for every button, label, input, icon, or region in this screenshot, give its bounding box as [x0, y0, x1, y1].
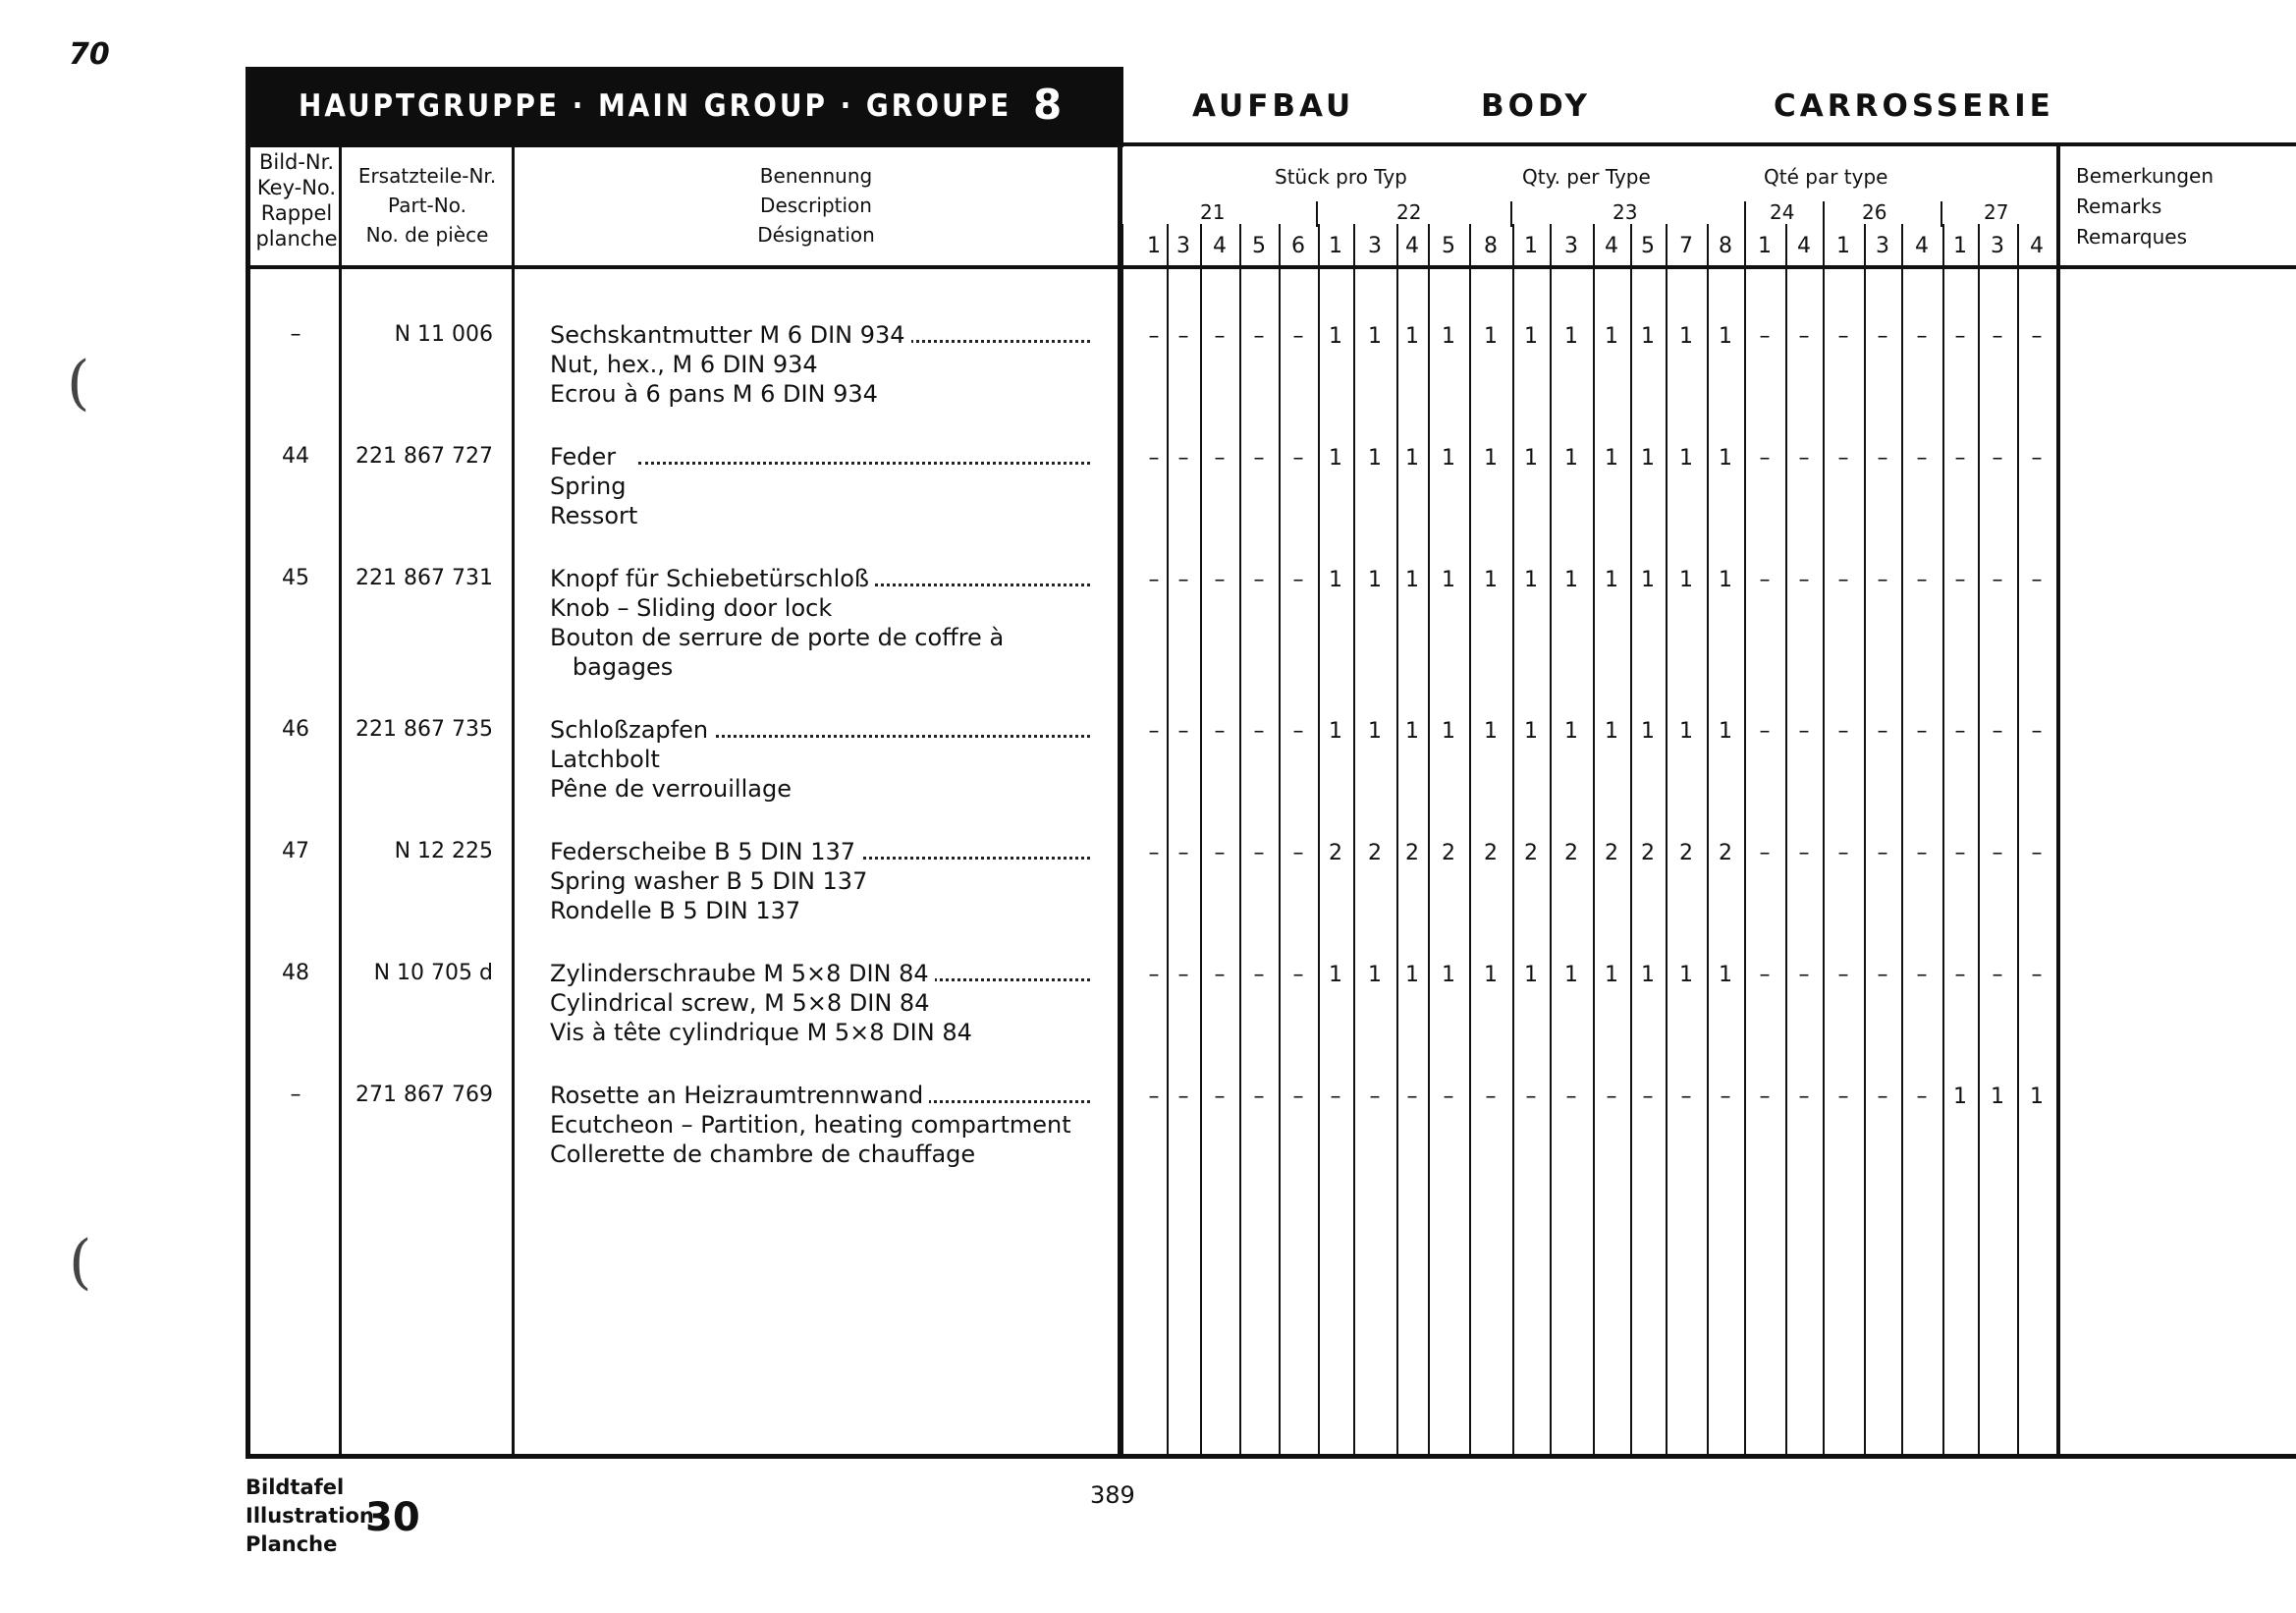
description-line: Collerette de chambre de chauffage: [550, 1140, 981, 1169]
qty-cell: 1: [1442, 324, 1455, 349]
qty-cell: –: [1292, 568, 1304, 592]
part-number: N 10 705 d: [373, 961, 493, 985]
type-group-label: 26: [1862, 200, 1887, 224]
title-de: AUFBAU: [1192, 88, 1355, 124]
qty-cell: –: [1916, 446, 1928, 471]
qty-cell: –: [1214, 1085, 1226, 1109]
qty-cell: –: [1177, 719, 1189, 744]
qty-cell: 1: [1991, 1085, 2004, 1109]
group-tick: [1823, 201, 1825, 227]
type-col-divider: [1121, 224, 1123, 1456]
type-col-divider: [1978, 224, 1980, 1456]
description-line: Pêne de verrouillage: [550, 774, 797, 804]
type-col-divider: [1707, 224, 1709, 1456]
qty-cell: 2: [1405, 841, 1419, 865]
qty-cell: –: [1837, 324, 1849, 349]
type-col-divider: [1469, 224, 1471, 1456]
qty-cell: –: [1369, 1085, 1381, 1109]
qty-cell: –: [1916, 719, 1928, 744]
type-column-label: 1: [1147, 234, 1161, 258]
qty-cell: –: [1992, 719, 2003, 744]
qty-cell: 1: [1484, 568, 1498, 592]
description-line: Spring washer B 5 DIN 137: [550, 866, 873, 896]
qty-cell: 1: [1442, 446, 1455, 471]
qty-cell: 1: [1405, 568, 1419, 592]
part-number: 221 867 727: [355, 444, 493, 469]
header-bottom-rule: [247, 265, 2296, 269]
description-line: Nut, hex., M 6 DIN 934: [550, 350, 824, 379]
description-line: Rosette an Heizraumtrennwand: [550, 1081, 929, 1110]
qty-cell: –: [1992, 841, 2003, 865]
qty-cell: –: [1485, 1085, 1497, 1109]
qty-cell: 1: [1679, 719, 1693, 744]
qty-cell: –: [1177, 568, 1189, 592]
part-number: 271 867 769: [355, 1083, 493, 1107]
qty-cell: 1: [1564, 568, 1578, 592]
qty-cell: 1: [1368, 324, 1382, 349]
col-divider-key: [339, 145, 342, 1459]
qty-cell: –: [1798, 446, 1810, 471]
qty-cell: 1: [1605, 568, 1618, 592]
qty-cell: –: [1148, 324, 1160, 349]
qty-cell: 1: [1405, 324, 1419, 349]
qty-cell: 1: [1368, 446, 1382, 471]
qty-cell: –: [2031, 324, 2043, 349]
qty-cell: –: [1565, 1085, 1577, 1109]
header-qty-de: Stück pro Typ: [1275, 165, 1407, 189]
qty-cell: –: [1759, 324, 1771, 349]
illustration-number: 30: [365, 1495, 420, 1540]
type-group-label: 23: [1613, 200, 1638, 224]
type-col-divider: [1942, 224, 1944, 1456]
qty-cell: –: [2031, 963, 2043, 987]
description-line: Cylindrical screw, M 5×8 DIN 84: [550, 988, 935, 1018]
qty-cell: –: [1292, 324, 1304, 349]
type-column-label: 8: [1484, 234, 1498, 258]
qty-cell: 1: [1564, 324, 1578, 349]
qty-cell: –: [1759, 719, 1771, 744]
header-qty-en: Qty. per Type: [1522, 165, 1651, 189]
description-line: Latchbolt: [550, 745, 666, 774]
type-col-divider: [1864, 224, 1866, 1456]
qty-cell: –: [1214, 841, 1226, 865]
qty-cell: 1: [1329, 963, 1342, 987]
qty-cell: 1: [1679, 963, 1693, 987]
type-group-label: 21: [1200, 200, 1226, 224]
type-col-divider: [1200, 224, 1202, 1456]
qty-cell: 1: [1442, 963, 1455, 987]
qty-cell: –: [1837, 446, 1849, 471]
type-group-label: 24: [1770, 200, 1795, 224]
qty-cell: 1: [1679, 446, 1693, 471]
type-column-label: 3: [1876, 234, 1889, 258]
qty-cell: –: [1177, 963, 1189, 987]
description-line: Sechskantmutter M 6 DIN 934: [550, 320, 911, 350]
qty-cell: 1: [1605, 719, 1618, 744]
qty-cell: 2: [1679, 841, 1693, 865]
qty-cell: –: [1798, 324, 1810, 349]
qty-cell: –: [1443, 1085, 1454, 1109]
qty-cell: 1: [1524, 719, 1538, 744]
qty-cell: –: [1877, 963, 1888, 987]
qty-cell: –: [1720, 1085, 1731, 1109]
description-line: Knopf für Schiebetürschloß: [550, 564, 875, 593]
type-column-label: 5: [1252, 234, 1266, 258]
type-column-label: 4: [1213, 234, 1227, 258]
type-col-divider: [1785, 224, 1787, 1456]
qty-cell: –: [1148, 1085, 1160, 1109]
qty-cell: –: [1642, 1085, 1654, 1109]
qty-cell: –: [1798, 568, 1810, 592]
type-column-label: 3: [1564, 234, 1578, 258]
qty-cell: –: [1177, 446, 1189, 471]
qty-cell: –: [1177, 324, 1189, 349]
type-col-divider: [1901, 224, 1903, 1456]
type-column-label: 5: [1641, 234, 1655, 258]
qty-cell: 1: [1641, 446, 1655, 471]
qty-cell: –: [1177, 1085, 1189, 1109]
punch-hole-mark: (: [69, 1228, 92, 1297]
qty-cell: –: [1253, 568, 1265, 592]
qty-cell: –: [1148, 719, 1160, 744]
description-line: Federscheibe B 5 DIN 137: [550, 837, 861, 866]
qty-cell: –: [1759, 568, 1771, 592]
qty-cell: –: [2031, 568, 2043, 592]
qty-cell: –: [1292, 841, 1304, 865]
qty-cell: 1: [1329, 324, 1342, 349]
qty-cell: 1: [1524, 568, 1538, 592]
illustration-label: Bildtafel Illustration Planche: [246, 1475, 374, 1556]
type-group-label: 27: [1984, 200, 2009, 224]
group-tick: [1744, 201, 1746, 227]
qty-cell: 1: [1524, 446, 1538, 471]
main-group-banner: [247, 67, 1123, 147]
type-column-label: 4: [1405, 234, 1419, 258]
qty-cell: 1: [1719, 324, 1732, 349]
qty-cell: 1: [1405, 446, 1419, 471]
qty-cell: 1: [1719, 963, 1732, 987]
type-col-divider: [1396, 224, 1398, 1456]
col-divider-part: [512, 145, 515, 1459]
header-remarks: Bemerkungen Remarks Remarques: [2076, 164, 2214, 249]
type-col-divider: [1550, 224, 1552, 1456]
qty-cell: –: [1877, 719, 1888, 744]
type-col-divider: [1630, 224, 1632, 1456]
qty-cell: 1: [1564, 963, 1578, 987]
table-bottom-rule: [247, 1454, 2296, 1459]
type-col-divider: [2017, 224, 2019, 1456]
qty-cell: –: [1916, 1085, 1928, 1109]
description-line: Ressort: [550, 501, 643, 530]
key-number: –: [290, 322, 301, 347]
qty-cell: –: [1877, 324, 1888, 349]
qty-cell: –: [1798, 719, 1810, 744]
qty-cell: –: [1954, 841, 1966, 865]
qty-cell: –: [2031, 719, 2043, 744]
key-number: 45: [282, 566, 309, 590]
qty-cell: 1: [1605, 446, 1618, 471]
qty-cell: –: [1877, 841, 1888, 865]
qty-cell: 2: [1368, 841, 1382, 865]
type-col-divider: [1823, 224, 1825, 1456]
qty-cell: –: [2031, 841, 2043, 865]
qty-cell: –: [1837, 719, 1849, 744]
part-number: N 11 006: [394, 322, 493, 347]
group-tick: [1316, 201, 1318, 227]
qty-cell: –: [1877, 446, 1888, 471]
qty-cell: –: [1148, 568, 1160, 592]
header-qty-fr: Qté par type: [1764, 165, 1888, 189]
group-tick: [1510, 201, 1512, 227]
key-number: –: [290, 1083, 301, 1107]
qty-cell: –: [1837, 963, 1849, 987]
description-line: Schloßzapfen: [550, 715, 714, 745]
qty-cell: –: [1253, 1085, 1265, 1109]
qty-cell: –: [1954, 719, 1966, 744]
qty-cell: 1: [1564, 719, 1578, 744]
qty-cell: 1: [1641, 324, 1655, 349]
type-col-divider: [1593, 224, 1595, 1456]
qty-cell: –: [1292, 446, 1304, 471]
header-key-no: Bild-Nr. Key-No. Rappel planche: [255, 150, 338, 250]
qty-cell: –: [1330, 1085, 1341, 1109]
banner-group-number: 8: [1033, 81, 1063, 129]
type-col-divider: [1279, 224, 1281, 1456]
qty-cell: 1: [1368, 963, 1382, 987]
group-tick: [1941, 201, 1942, 227]
header-description: Benennung Description Désignation: [757, 164, 875, 247]
qty-cell: –: [1954, 324, 1966, 349]
type-column-label: 1: [1329, 234, 1342, 258]
qty-cell: 1: [1329, 446, 1342, 471]
type-column-label: 1: [1524, 234, 1538, 258]
qty-cell: 1: [1329, 568, 1342, 592]
type-column-label: 4: [1915, 234, 1929, 258]
qty-cell: –: [1253, 963, 1265, 987]
type-col-divider: [1512, 224, 1514, 1456]
qty-cell: –: [1759, 841, 1771, 865]
qty-cell: 2: [1641, 841, 1655, 865]
qty-cell: –: [1148, 446, 1160, 471]
col-divider-remarks: [2056, 142, 2060, 1459]
qty-cell: 1: [1524, 963, 1538, 987]
qty-cell: 1: [2030, 1085, 2044, 1109]
part-number: 221 867 731: [355, 566, 493, 590]
qty-cell: 1: [1524, 324, 1538, 349]
qty-cell: –: [1759, 963, 1771, 987]
qty-cell: 1: [1605, 963, 1618, 987]
qty-cell: –: [1954, 568, 1966, 592]
qty-cell: –: [1253, 446, 1265, 471]
qty-cell: 1: [1719, 568, 1732, 592]
type-column-label: 4: [1605, 234, 1618, 258]
qty-cell: 1: [1484, 324, 1498, 349]
qty-cell: 1: [1719, 719, 1732, 744]
qty-cell: –: [1916, 568, 1928, 592]
type-column-label: 6: [1291, 234, 1305, 258]
qty-cell: 1: [1329, 719, 1342, 744]
type-column-label: 5: [1442, 234, 1455, 258]
qty-cell: –: [1292, 1085, 1304, 1109]
qty-cell: 1: [1641, 963, 1655, 987]
qty-cell: –: [1253, 841, 1265, 865]
description-line: Zylinderschraube M 5×8 DIN 84: [550, 959, 935, 988]
qty-cell: –: [1992, 963, 2003, 987]
qty-cell: –: [1992, 568, 2003, 592]
qty-cell: –: [1214, 446, 1226, 471]
page-number: 70: [69, 37, 110, 72]
qty-cell: –: [1916, 963, 1928, 987]
qty-cell: –: [1837, 568, 1849, 592]
key-number: 46: [282, 717, 309, 742]
qty-cell: 2: [1719, 841, 1732, 865]
qty-cell: –: [2031, 446, 2043, 471]
qty-cell: 1: [1368, 719, 1382, 744]
qty-cell: –: [1837, 841, 1849, 865]
qty-cell: –: [1214, 568, 1226, 592]
center-page-number: 389: [1090, 1481, 1135, 1509]
title-en: BODY: [1481, 88, 1591, 124]
type-col-divider: [1239, 224, 1241, 1456]
qty-cell: –: [1525, 1085, 1537, 1109]
description-line: Spring: [550, 472, 631, 501]
type-col-divider: [1318, 224, 1320, 1456]
type-col-divider: [1666, 224, 1667, 1456]
qty-cell: 1: [1641, 719, 1655, 744]
qty-cell: 2: [1564, 841, 1578, 865]
qty-cell: 1: [1368, 568, 1382, 592]
qty-cell: 1: [1719, 446, 1732, 471]
type-col-divider: [1167, 224, 1169, 1456]
qty-cell: 2: [1442, 841, 1455, 865]
qty-cell: 1: [1484, 963, 1498, 987]
description-line: Rondelle B 5 DIN 137: [550, 896, 806, 925]
type-column-label: 1: [1836, 234, 1850, 258]
description-line: Bouton de serrure de porte de coffre à: [550, 623, 1010, 652]
type-column-label: 1: [1953, 234, 1967, 258]
qty-cell: 1: [1679, 324, 1693, 349]
banner-label: HAUPTGRUPPE · MAIN GROUP · GROUPE: [299, 88, 1012, 124]
header-top-rule: [1123, 142, 2296, 146]
qty-cell: 1: [1405, 963, 1419, 987]
punch-hole-mark: (: [67, 349, 90, 417]
qty-cell: 2: [1605, 841, 1618, 865]
key-number: 44: [282, 444, 309, 469]
table-left-border: [246, 67, 250, 1459]
qty-cell: –: [1916, 324, 1928, 349]
qty-cell: 1: [1564, 446, 1578, 471]
qty-cell: 1: [1442, 568, 1455, 592]
qty-cell: –: [1798, 841, 1810, 865]
description-line: Vis à tête cylindrique M 5×8 DIN 84: [550, 1018, 978, 1047]
qty-cell: –: [1177, 841, 1189, 865]
type-col-divider: [1353, 224, 1355, 1456]
qty-cell: 1: [1484, 719, 1498, 744]
key-number: 48: [282, 961, 309, 985]
qty-cell: –: [1406, 1085, 1418, 1109]
type-column-label: 3: [1176, 234, 1190, 258]
qty-cell: –: [1606, 1085, 1617, 1109]
qty-cell: –: [1680, 1085, 1692, 1109]
description-line: Feder: [550, 442, 622, 472]
type-col-divider: [1428, 224, 1430, 1456]
qty-cell: –: [1253, 324, 1265, 349]
description-line: Ecutcheon – Partition, heating compartment: [550, 1110, 1077, 1140]
description-line: bagages: [550, 652, 679, 682]
type-column-label: 4: [1797, 234, 1811, 258]
part-number: 221 867 735: [355, 717, 493, 742]
type-column-label: 7: [1679, 234, 1693, 258]
qty-cell: 1: [1484, 446, 1498, 471]
type-column-label: 8: [1719, 234, 1732, 258]
description-line: Ecrou à 6 pans M 6 DIN 934: [550, 379, 884, 409]
qty-cell: –: [1877, 568, 1888, 592]
type-column-label: 3: [1368, 234, 1382, 258]
type-column-label: 4: [2030, 234, 2044, 258]
qty-cell: –: [1759, 446, 1771, 471]
qty-cell: –: [1837, 1085, 1849, 1109]
qty-cell: 1: [1641, 568, 1655, 592]
qty-cell: 1: [1442, 719, 1455, 744]
qty-cell: –: [1292, 719, 1304, 744]
qty-cell: –: [1759, 1085, 1771, 1109]
qty-cell: –: [1148, 963, 1160, 987]
part-number: N 12 225: [394, 839, 493, 863]
qty-cell: –: [1954, 963, 1966, 987]
qty-cell: –: [1292, 963, 1304, 987]
description-line: Knob – Sliding door lock: [550, 593, 838, 623]
type-column-label: 1: [1758, 234, 1772, 258]
qty-cell: –: [1214, 719, 1226, 744]
qty-cell: –: [1214, 324, 1226, 349]
qty-cell: –: [1253, 719, 1265, 744]
qty-cell: 1: [1679, 568, 1693, 592]
qty-cell: 1: [1605, 324, 1618, 349]
qty-cell: 1: [1953, 1085, 1967, 1109]
qty-cell: 2: [1484, 841, 1498, 865]
qty-cell: 1: [1405, 719, 1419, 744]
qty-cell: –: [1992, 324, 2003, 349]
qty-cell: –: [1877, 1085, 1888, 1109]
qty-cell: 2: [1329, 841, 1342, 865]
key-number: 47: [282, 839, 309, 863]
qty-cell: –: [1148, 841, 1160, 865]
type-column-label: 3: [1991, 234, 2004, 258]
type-group-label: 22: [1396, 200, 1422, 224]
dot-leader: [638, 462, 1090, 465]
qty-cell: –: [1992, 446, 2003, 471]
qty-cell: –: [1954, 446, 1966, 471]
header-part-no: Ersatzteile-Nr. Part-No. No. de pièce: [357, 164, 497, 247]
qty-cell: –: [1798, 1085, 1810, 1109]
qty-cell: 2: [1524, 841, 1538, 865]
title-fr: CARROSSERIE: [1774, 88, 2054, 124]
qty-cell: –: [1798, 963, 1810, 987]
qty-cell: –: [1916, 841, 1928, 865]
qty-cell: –: [1214, 963, 1226, 987]
type-col-divider: [1744, 224, 1746, 1456]
